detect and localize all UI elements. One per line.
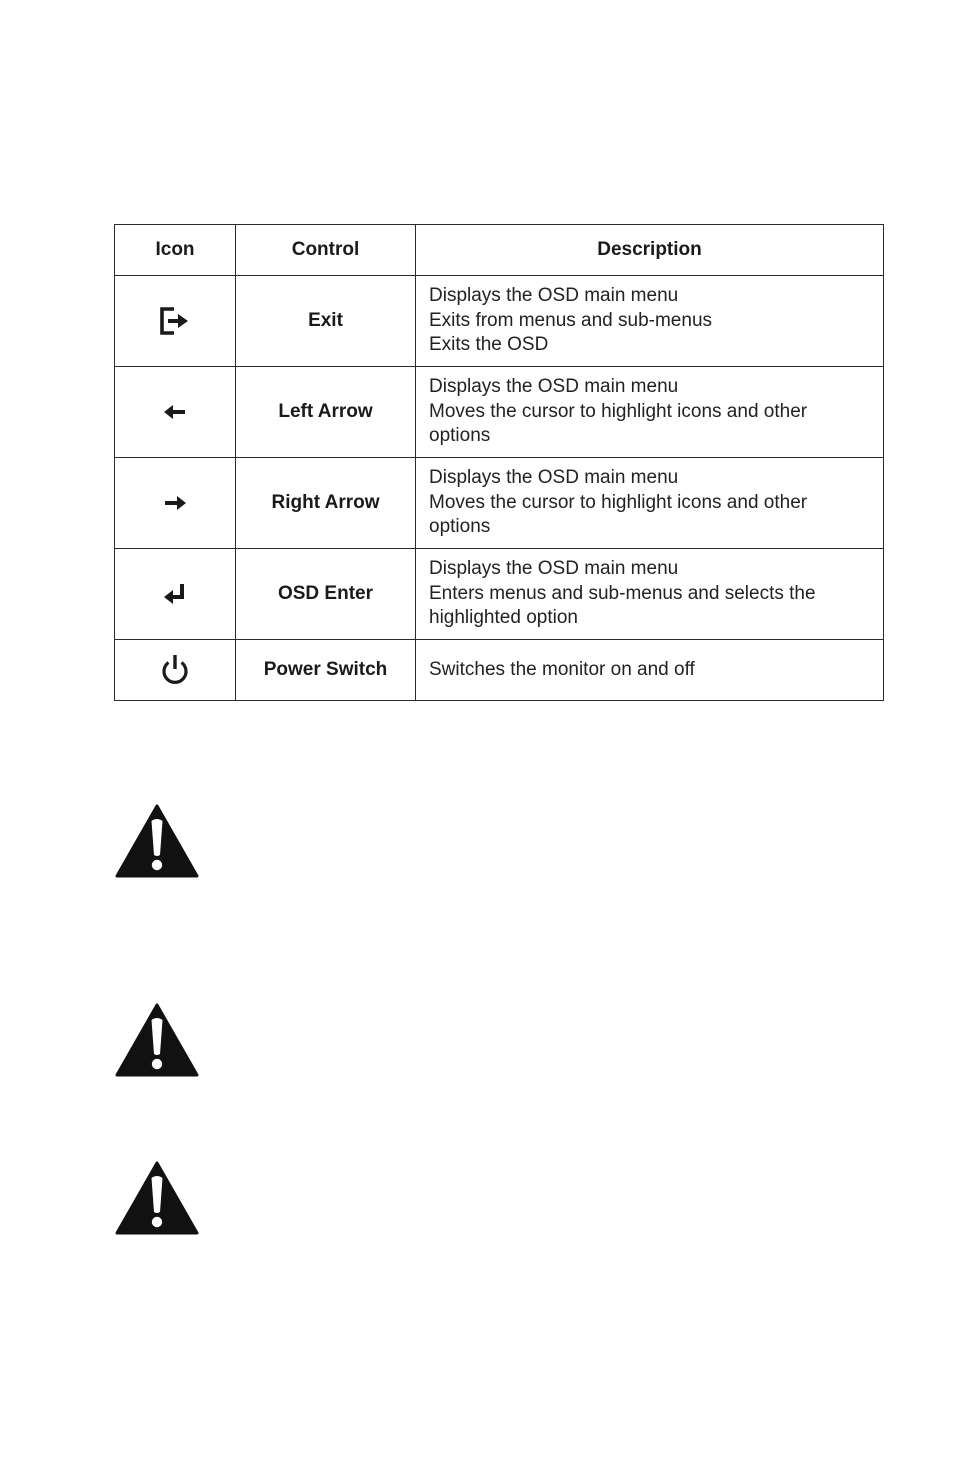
description-line: Displays the OSD main menu <box>429 467 679 489</box>
header-control: Control <box>236 225 416 276</box>
control-name: Left Arrow <box>236 367 416 458</box>
control-description <box>416 367 884 458</box>
exit-icon <box>158 306 192 336</box>
description-line: Displays the OSD main menu <box>429 285 679 307</box>
description-line: Exits the OSD <box>429 334 549 356</box>
control-name: OSD Enter <box>236 549 416 640</box>
table-row-power-switch <box>115 640 884 701</box>
power-icon <box>159 653 191 687</box>
control-name: Exit <box>236 276 416 367</box>
table-row-right-arrow <box>115 458 884 549</box>
control-description <box>416 549 884 640</box>
description-line: options <box>429 425 491 447</box>
control-description <box>416 458 884 549</box>
table-row-osd-enter <box>115 549 884 640</box>
left-arrow-icon <box>161 402 189 422</box>
description-line: Moves the cursor to highlight icons and other <box>429 400 808 422</box>
description-line: Moves the cursor to highlight icons and other <box>429 491 808 513</box>
description-line: highlighted option <box>429 607 578 629</box>
table-header-row <box>115 225 884 276</box>
header-icon: Icon <box>115 225 236 276</box>
control-name: Power Switch <box>236 640 416 701</box>
enter-icon <box>161 582 189 606</box>
osd-controls-table <box>114 224 884 701</box>
description-line: Enters menus and sub-menus and selects the <box>429 582 816 604</box>
description-line: Switches the monitor on and off <box>429 658 695 680</box>
control-description <box>416 276 884 367</box>
control-description <box>416 640 884 701</box>
description-line: options <box>429 516 491 538</box>
description-line: Displays the OSD main menu <box>429 376 679 398</box>
table-row-exit <box>115 276 884 367</box>
description-line: Exits from menus and sub-menus <box>429 309 713 331</box>
control-name: Right Arrow <box>236 458 416 549</box>
warning-icon <box>114 803 200 879</box>
header-description: Description <box>416 225 884 276</box>
right-arrow-icon <box>161 493 189 513</box>
warning-icon <box>114 1002 200 1078</box>
table-row-left-arrow <box>115 367 884 458</box>
warning-icon <box>114 1160 200 1236</box>
description-line: Displays the OSD main menu <box>429 558 679 580</box>
